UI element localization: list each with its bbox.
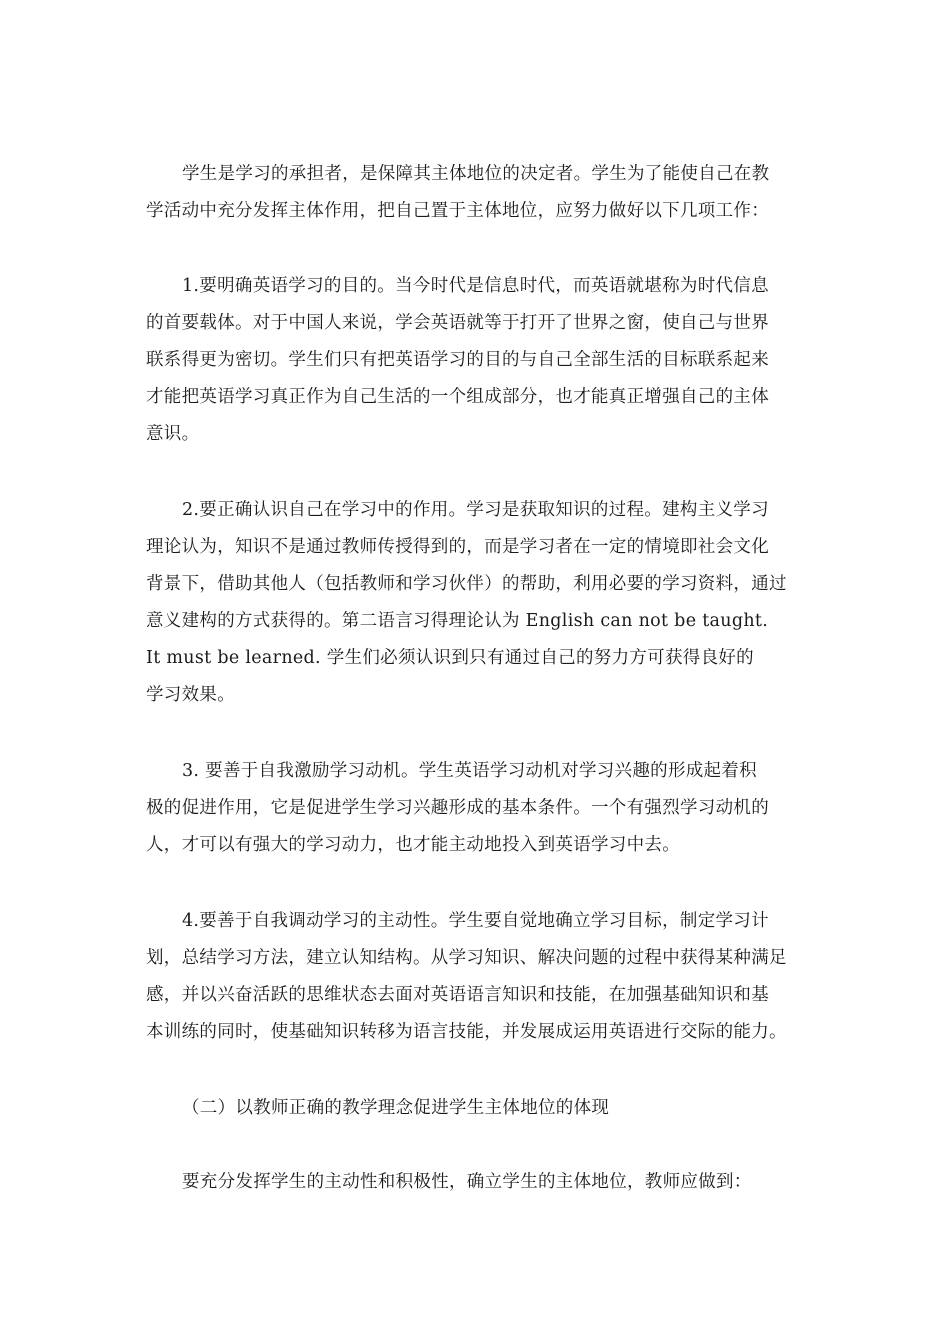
paragraph-item-2 [146, 492, 826, 714]
text-line: 的首要载体。对于中国人来说，学会英语就等于打开了世界之窗，使自己与世界 [146, 313, 769, 333]
paragraph-item-1 [146, 268, 826, 453]
text-line: 学生是学习的承担者，是保障其主体地位的决定者。学生为了能使自己在教 [182, 164, 770, 184]
paragraph-item-4 [146, 903, 826, 1051]
text-line: 人，才可以有强大的学习动力，也才能主动地投入到英语学习中去。 [146, 835, 680, 855]
text-line: 联系得更为密切。学生们只有把英语学习的目的与自己全部生活的目标联系起来 [146, 350, 769, 370]
heading-text: （二）以教师正确的教学理念促进学生主体地位的体现 [182, 1098, 610, 1118]
section-heading [146, 1090, 826, 1127]
text-line: 背景下，借助其他人（包括教师和学习伙伴）的帮助，利用必要的学习资料，通过 [146, 574, 787, 594]
text-line: 才能把英语学习真正作为自己生活的一个组成部分，也才能真正增强自己的主体 [146, 387, 769, 407]
text-line: 要充分发挥学生的主动性和积极性，确立学生的主体地位，教师应做到： [182, 1172, 752, 1192]
text-line: 极的促进作用，它是促进学生学习兴趣形成的基本条件。一个有强烈学习动机的 [146, 798, 769, 818]
text-line: It must be learned. 学生们必须认识到只有通过自己的努力方可获得良好的 [146, 648, 754, 668]
paragraph-teacher-intro [146, 1164, 826, 1201]
text-line: 2.要正确认识自己在学习中的作用。学习是获取知识的过程。建构主义学习 [182, 500, 769, 520]
text-line: 学习效果。 [146, 685, 235, 705]
text-line: 3. 要善于自我激励学习动机。学生英语学习动机对学习兴趣的形成起着积 [182, 761, 757, 781]
text-line: 1.要明确英语学习的目的。当今时代是信息时代，而英语就堪称为时代信息 [182, 276, 769, 296]
text-line: 4.要善于自我调动学习的主动性。学生要自觉地确立学习目标，制定学习计 [182, 911, 769, 931]
paragraph-intro [146, 156, 826, 230]
text-line: 划，总结学习方法，建立认知结构。从学习知识、解决问题的过程中获得某种满足 [146, 948, 787, 968]
text-line: 学活动中充分发挥主体作用，把自己置于主体地位，应努力做好以下几项工作： [146, 201, 769, 221]
text-line: 理论认为，知识不是通过教师传授得到的，而是学习者在一定的情境即社会文化 [146, 537, 769, 557]
text-line: 意识。 [146, 424, 200, 444]
paragraph-item-3 [146, 753, 826, 864]
text-line: 感，并以兴奋活跃的思维状态去面对英语语言知识和技能，在加强基础知识和基 [146, 985, 769, 1005]
text-line: 本训练的同时，使基础知识转移为语言技能，并发展成运用英语进行交际的能力。 [146, 1022, 787, 1042]
text-line: 意义建构的方式获得的。第二语言习得理论认为 English can not be taught. [146, 611, 769, 631]
